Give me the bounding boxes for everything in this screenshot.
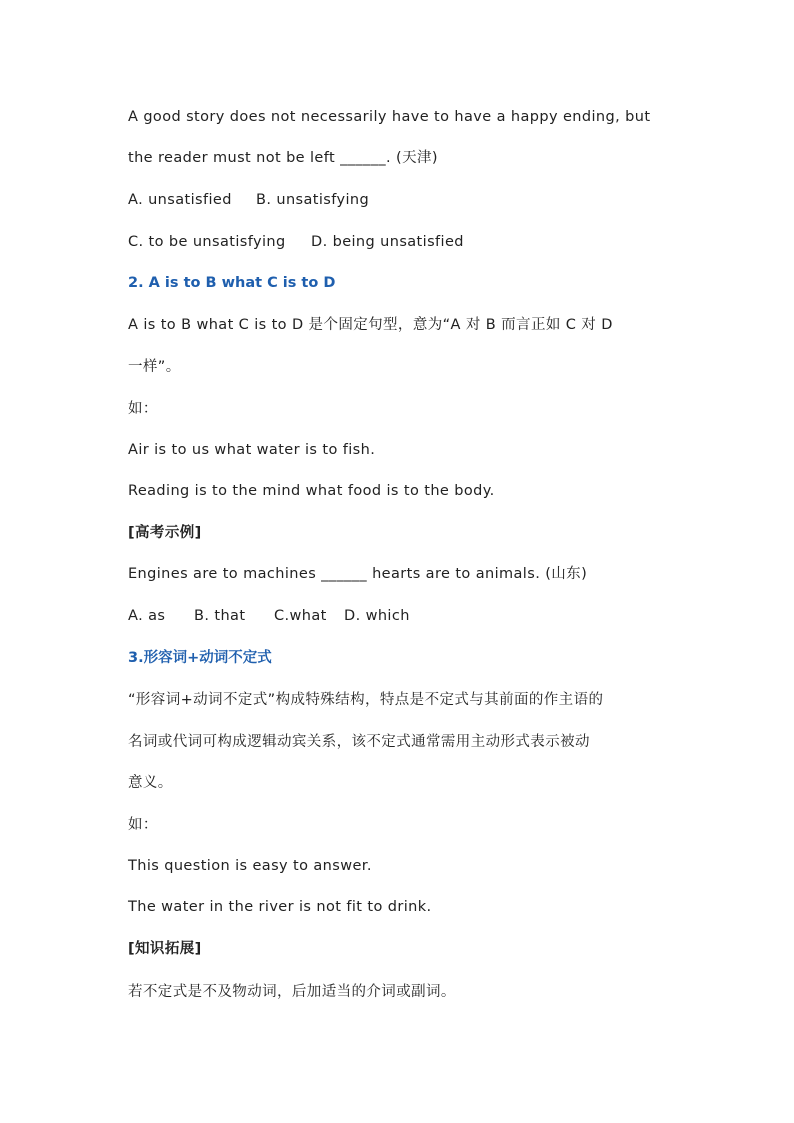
exam-option-c: C.what [274,608,327,624]
exam-option-d: D. which [344,608,410,624]
option-c: C. to be unsatisfying [128,234,286,250]
question-stem-line-2: the reader must not be left ______. (天津) [128,150,438,166]
question-options-row-1 [128,190,369,210]
exam-example-stem: Engines are to machines ______ hearts are to animals. (山东) [128,566,588,582]
exam-option-b: B. that [194,608,246,624]
question-options-row-2 [128,232,464,252]
section-2-example-1: Air is to us what water is to fish. [128,442,376,458]
question-stem-line-1: A good story does not necessarily have to have a happy ending, but [128,109,651,125]
exam-example-label: [高考示例] [128,525,202,541]
section-3-example-2: The water in the river is not fit to drink. [128,899,432,915]
section-3-example-label: 如： [128,817,158,833]
section-3-explanation-line-1: “形容词+动词不定式”构成特殊结构，特点是不定式与其前面的作主语的 [128,692,604,708]
section-2-heading: 2. A is to B what C is to D [128,275,336,291]
option-b: B. unsatisfying [256,192,370,208]
section-3-heading: 3.形容词+动词不定式 [128,650,272,666]
section-3-example-1: This question is easy to answer. [128,858,372,874]
section-2-example-label: 如： [128,401,158,417]
section-3-explanation-line-3: 意义。 [128,775,173,791]
option-a: A. unsatisfied [128,192,232,208]
exam-option-a: A. as [128,608,166,624]
section-3-explanation-line-2: 名词或代词可构成逻辑动宾关系，该不定式通常需用主动形式表示被动 [128,734,590,750]
section-2-explanation-line-1: A is to B what C is to D 是个固定句型，意为“A 对 B 而言正如 C 对 D [128,317,613,333]
option-d: D. being unsatisfied [311,234,464,250]
section-2-example-2: Reading is to the mind what food is to the body. [128,483,495,499]
section-2-explanation-line-2: 一样”。 [128,359,181,375]
knowledge-extension-text: 若不定式是不及物动词，后加适当的介词或副词。 [128,984,456,1000]
exam-example-options [128,606,410,626]
knowledge-extension-label: [知识拓展] [128,941,202,957]
